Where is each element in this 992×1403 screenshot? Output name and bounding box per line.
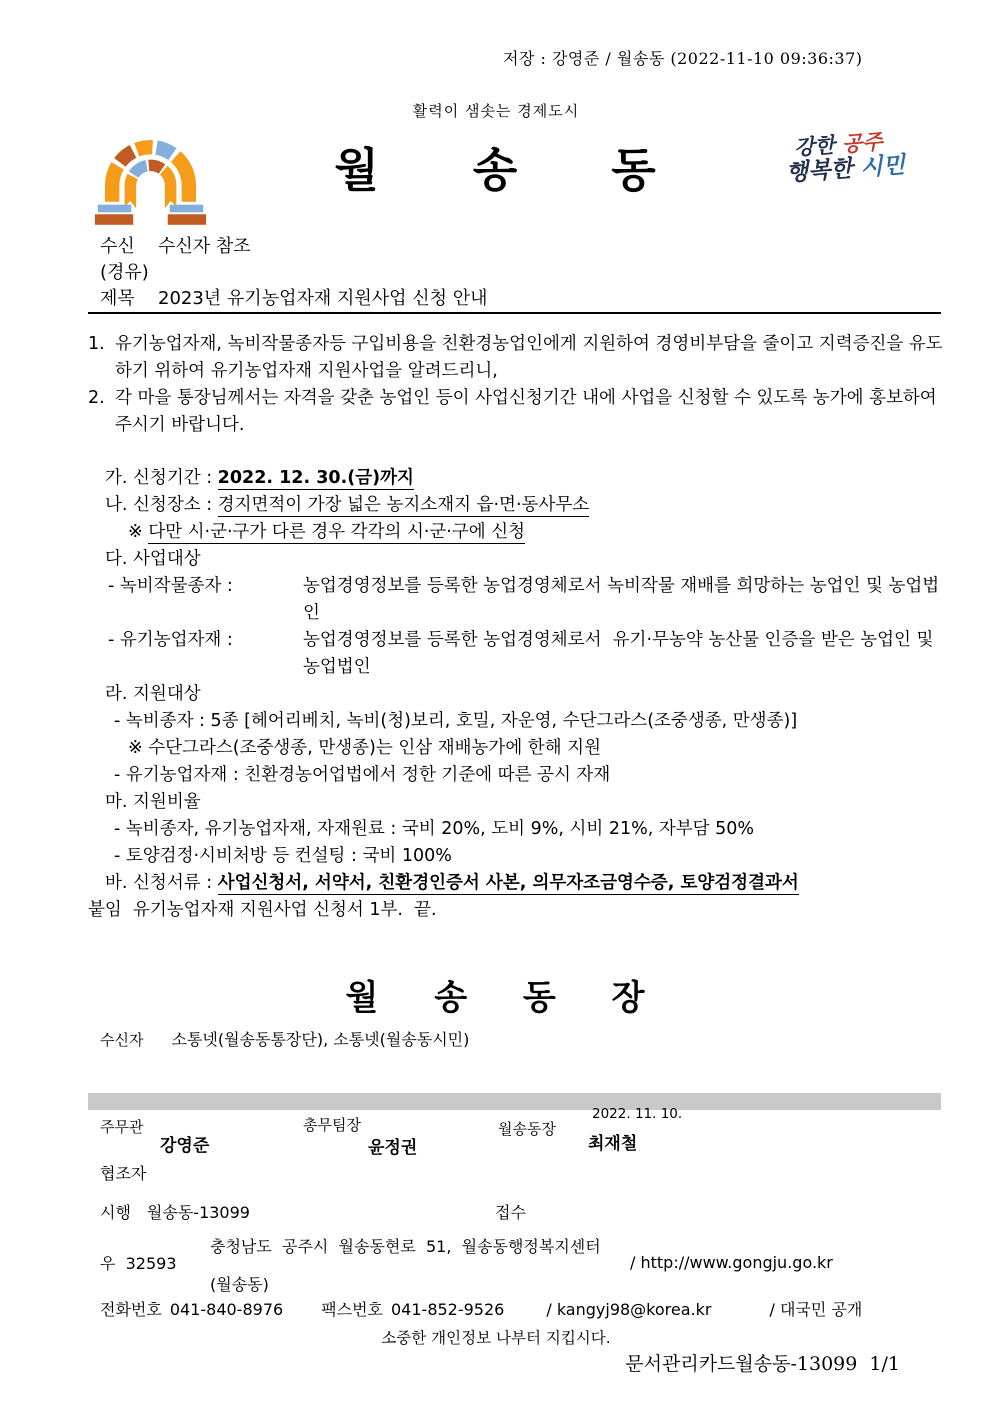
email-text: / kangyj98@korea.kr	[546, 1300, 712, 1319]
item-da-target: 다. 사업대상	[105, 549, 201, 569]
cooperator-label: 협조자	[100, 1164, 147, 1183]
via-row: (경유)	[100, 262, 149, 283]
slogan-word-citizen: 시민	[859, 151, 906, 182]
phone-number: 041-840-8976	[169, 1300, 284, 1319]
address-line-2: (월송동)	[210, 1275, 269, 1294]
contact-row	[100, 1297, 862, 1320]
item-ba-value: 사업신청서, 서약서, 친환경인증서 사본, 의무자조금영수증, 토양검정결과서	[217, 873, 799, 893]
disclosure-text: / 대국민 공개	[769, 1300, 863, 1319]
slogan-word-gongju: 공주	[841, 128, 884, 157]
recipients-value: 소통넷(월송동통장단), 소통넷(월송동시민)	[171, 1030, 470, 1049]
official-title-chongmu: 총무팀장	[303, 1116, 361, 1134]
para-1	[88, 331, 946, 385]
official-name-dongjang: 최재철	[588, 1134, 638, 1154]
privacy-slogan: 소중한 개인정보 나부터 지킵시다.	[381, 1329, 611, 1347]
address-line-1: 충청남도 공주시 월송동현로 51, 월송동행정복지센터	[210, 1237, 601, 1256]
document-body	[88, 331, 946, 924]
attachment-line: 붙임 유기농업자재 지원사업 신청서 1부. 끝.	[88, 900, 437, 920]
recipient-label: 수신	[100, 236, 135, 257]
ra-sub-1: - 녹비종자 : 5종 [헤어리베치, 녹비(청)보리, 호밀, 자운영, 수단그라스(조중생종, 만생종)]	[114, 711, 798, 731]
official-title-jumugwan: 주무관	[100, 1118, 144, 1136]
slogan-word-happy: 행복한	[785, 154, 854, 187]
subject-value: 2023년 유기농업자재 지원사업 신청 안내	[158, 288, 488, 309]
ra-sub-2: - 유기농업자재 : 친환경농어업법에서 정한 기준에 따른 공시 자재	[114, 765, 611, 785]
note-na	[88, 519, 946, 546]
exec-row	[100, 1200, 250, 1223]
org-title: 월 송 동	[334, 143, 658, 197]
ra-note	[88, 735, 946, 762]
fax-label: 팩스번호	[321, 1300, 383, 1319]
phone-label: 전화번호	[100, 1300, 162, 1319]
receipt-label: 접수	[495, 1203, 526, 1222]
doc-card-number: 문서관리카드월송동-13099 1/1	[625, 1353, 900, 1375]
para-1-number: 1.	[88, 334, 105, 354]
recipients-row	[100, 1027, 469, 1050]
ra-note-mark: ※	[128, 738, 149, 758]
da-sub-1-value: 농업경영정보를 등록한 농업경영체로서 녹비작물 재배를 희망하는 농업인 및 농업법인	[303, 576, 940, 623]
city-slogan-calligraphy	[785, 127, 906, 187]
official-name-chongmu: 윤정권	[368, 1138, 418, 1158]
item-ma-ratio: 마. 지원비율	[105, 792, 201, 812]
item-ba-documents	[88, 870, 946, 897]
ra-note-text: 수단그라스(조중생종, 만생종)는 인삼 재배농가에 한해 지원	[148, 738, 601, 758]
para-2-number: 2.	[88, 388, 105, 408]
approval-date: 2022. 11. 10.	[592, 1106, 683, 1122]
website-text: / http://www.gongju.go.kr	[630, 1253, 833, 1272]
official-name-jumugwan: 강영준	[160, 1136, 210, 1156]
item-ra-support: 라. 지원대상	[105, 684, 201, 704]
item-na-value: 경지면적이 가장 넓은 농지소재지 읍·면·동사무소	[217, 495, 590, 515]
item-ga-label: 가. 신청기간 :	[105, 468, 218, 488]
item-ga-period	[88, 465, 946, 492]
da-sub-1	[88, 573, 946, 627]
approval-bar	[88, 1093, 941, 1110]
recipient-value: 수신자 참조	[158, 236, 251, 257]
note-na-mark: ※	[128, 522, 149, 542]
para-1-text: 유기농업자재, 녹비작물종자등 구입비용을 친환경농업인에게 지원하여 경영비부담을 줄이고 지력증진을 유도하기 위하여 유기농업자재 지원사업을 알려드리니,	[115, 334, 943, 381]
document-head	[100, 234, 488, 312]
para-2	[88, 385, 946, 439]
ma-sub-1: - 녹비종자, 유기농업자재, 자재원료 : 국비 20%, 도비 9%, 시비 21%, 자부담 50%	[114, 819, 755, 839]
exec-label: 시행	[100, 1203, 131, 1222]
subject-divider	[88, 312, 941, 314]
zip-code: 우 32593	[100, 1254, 177, 1273]
recipient-row	[100, 234, 488, 260]
save-info-line: 저장 : 강영준 / 월송동 (2022-11-10 09:36:37)	[503, 49, 863, 68]
item-ga-value: 2022. 12. 30.(금)까지	[217, 468, 414, 488]
signer-title: 월 송 동 장	[345, 978, 647, 1018]
exec-number: 월송동-13099	[146, 1203, 250, 1222]
da-sub-1-label: - 녹비작물종자 :	[108, 576, 239, 596]
item-ba-label: 바. 신청서류 :	[105, 873, 218, 893]
official-title-dongjang: 월송동장	[498, 1120, 556, 1138]
item-na-label: 나. 신청장소 :	[105, 495, 218, 515]
ma-sub-2: - 토양검정·시비처방 등 컨설팅 : 국비 100%	[114, 846, 452, 866]
subject-row	[100, 286, 488, 312]
para-2-text: 각 마을 통장님께서는 자격을 갖춘 농업인 등이 사업신청기간 내에 사업을 신청할 수 있도록 농가에 홍보하여 주시기 바랍니다.	[115, 388, 943, 435]
slogan-word-strong: 강한	[793, 132, 836, 160]
note-na-text: 다만 시·군·구가 다른 경우 각각의 시·군·구에 신청	[148, 522, 526, 542]
spacer	[88, 439, 946, 465]
subject-label: 제목	[100, 288, 135, 309]
da-sub-2	[88, 627, 946, 681]
item-na-place	[88, 492, 946, 519]
da-sub-2-value: 농업경영정보를 등록한 농업경영체로서 유기·무농약 농산물 인증을 받은 농업인 및 농업법인	[303, 630, 939, 677]
da-sub-2-label: - 유기농업자재 :	[108, 630, 239, 650]
fax-number: 041-852-9526	[391, 1300, 505, 1319]
recipients-label: 수신자	[100, 1031, 144, 1049]
city-motto: 활력이 샘솟는 경제도시	[412, 102, 580, 120]
